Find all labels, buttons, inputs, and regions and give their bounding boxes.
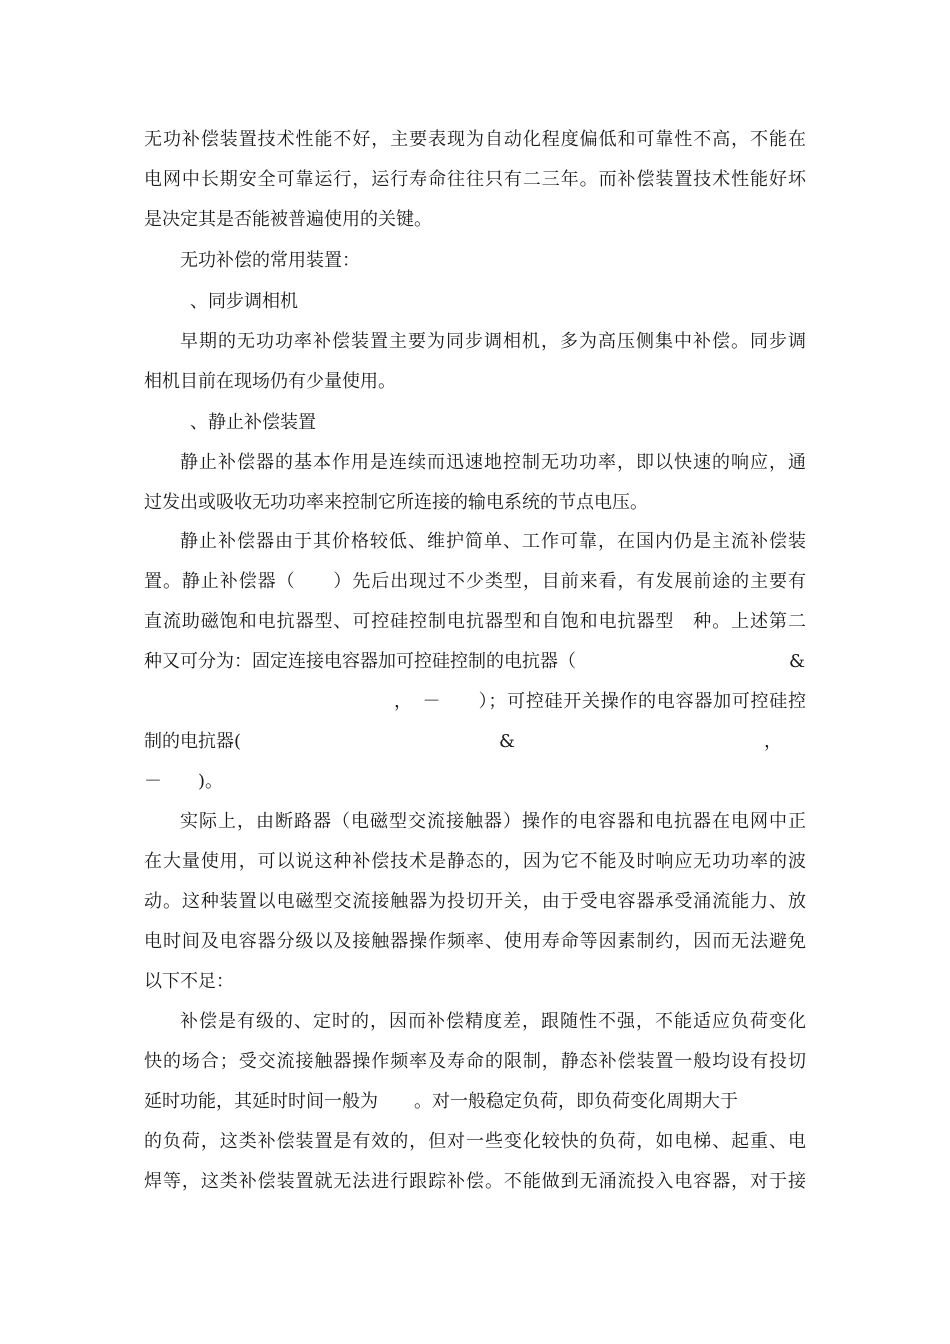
paragraph-line: 焊等，这类补偿装置就无法进行跟踪补偿。不能做到无涌流投入电容器，对于接: [144, 1171, 806, 1192]
paragraph-line: 过发出或吸收无功功率来控制它所连接的输电系统的节点电压。: [144, 492, 648, 513]
paragraph-line: 电时间及电容器分级以及接触器操作频率、使用寿命等因素制约，因而无法避免: [144, 931, 806, 952]
paragraph-line: 早期的无功功率补偿装置主要为同步调相机，多为高压侧集中补偿。同步调: [180, 331, 806, 352]
paragraph-line: 补偿是有级的、定时的，因而补偿精度差，跟随性不强，不能适应负荷变化: [180, 1011, 806, 1032]
paragraph-line: 相机目前在现场仍有少量使用。: [144, 371, 396, 392]
paragraph-line: 是决定其是否能被普遍使用的关键。: [144, 209, 432, 230]
paragraph-line: 以下不足：: [144, 971, 234, 992]
paragraph-line: 种又可分为：固定连接电容器加可控硅控制的电抗器（: [144, 651, 576, 672]
paragraph-line: 延时功能，其延时时间一般为 。对一般稳定负荷，即负荷变化周期大于: [144, 1091, 738, 1112]
ampersand-symbol: &: [499, 731, 516, 752]
paragraph-line: － )。: [144, 771, 224, 792]
paragraph-line: 无功补偿装置技术性能不好，主要表现为自动化程度偏低和可靠性不高，不能在: [144, 129, 806, 150]
paragraph-line: 在大量使用，可以说这种补偿技术是静态的，因为它不能及时响应无功功率的波: [144, 851, 806, 872]
paragraph-line: 实际上，由断路器（电磁型交流接触器）操作的电容器和电抗器在电网中正: [180, 811, 806, 832]
paragraph-line: 制的电抗器(: [144, 731, 242, 752]
paragraph-line: ， － ）；可控硅开关操作的电容器加可控硅控: [394, 691, 806, 712]
section-heading: 无功补偿的常用装置：: [180, 250, 360, 271]
paragraph-line: 动。这种装置以电磁型交流接触器为投切开关，由于受电容器承受涌流能力、放: [144, 891, 806, 912]
paragraph-line: 静止补偿器由于其价格较低、维护简单、工作可靠，在国内仍是主流补偿装: [180, 531, 806, 552]
paragraph-line: 快的场合；受交流接触器操作频率及寿命的限制，静态补偿装置一般均设有投切: [144, 1051, 806, 1072]
paragraph-line: 电网中长期安全可靠运行，运行寿命往往只有二三年。而补偿装置技术性能好坏: [144, 169, 806, 190]
comma-mark: ，: [764, 731, 782, 752]
paragraph-line: 的负荷，这类补偿装置是有效的，但对一些变化较快的负荷，如电梯、起重、电: [144, 1131, 806, 1152]
ampersand-symbol: &: [789, 651, 806, 672]
subsection-heading: 、静止补偿装置: [190, 412, 316, 433]
paragraph-line: 置。静止补偿器（ ）先后出现过不少类型，目前来看，有发展前途的主要有: [144, 571, 806, 592]
paragraph-line: 直流助磁饱和电抗器型、可控硅控制电抗器型和自饱和电抗器型 种。上述第二: [144, 611, 806, 632]
subsection-heading: 、同步调相机: [190, 291, 298, 312]
paragraph-line: 静止补偿器的基本作用是连续而迅速地控制无功功率，即以快速的响应，通: [180, 452, 806, 473]
